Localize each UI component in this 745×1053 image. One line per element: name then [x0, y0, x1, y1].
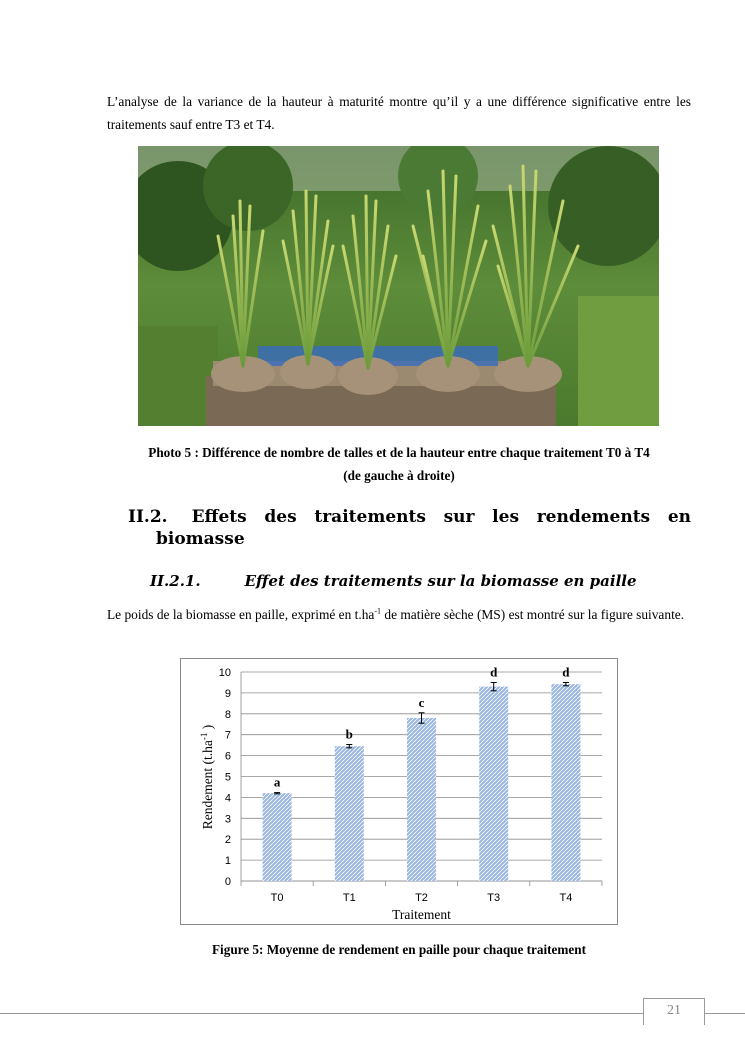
x-tick-label: T2 [415, 892, 428, 904]
y-tick-label: 3 [224, 813, 231, 826]
section-title-line2: biomasse [156, 529, 245, 549]
photo-caption-line2: (de gauche à droite) [343, 468, 455, 483]
bar-t3 [479, 687, 508, 881]
y-axis-label: Rendement ($t.ha^{-1}$ ) [199, 724, 215, 830]
significance-letter: d [490, 664, 498, 680]
section-title-line1: Effets des traitements sur les rendements en [191, 507, 691, 527]
subsection-title: Effet des traitements sur la biomasse en paille [244, 572, 637, 590]
bar-t4 [551, 684, 580, 881]
x-tick-label: T0 [270, 892, 284, 904]
significance-letter: c [418, 694, 425, 710]
bar-t1 [335, 746, 364, 881]
significance-letter: b [345, 726, 353, 742]
page-number: 21 [667, 1003, 681, 1018]
y-tick-label: 6 [224, 750, 231, 763]
section-heading [128, 506, 691, 529]
x-tick-label: T4 [559, 892, 573, 904]
y-tick-label: 5 [224, 771, 231, 784]
chart-svg [181, 659, 617, 924]
body-paragraph [107, 603, 691, 626]
y-tick-label: 9 [224, 687, 231, 700]
y-tick-label: 1 [224, 855, 231, 868]
subsection-heading [150, 572, 637, 590]
photo-caption-line1: Photo 5 : Différence de nombre de talles et de la hauteur entre chaque traitement T0 à T4 [148, 445, 650, 460]
y-tick-label: 10 [218, 667, 231, 679]
body-text-part1: Le poids de la biomasse en paille, exprimé en t.ha [107, 607, 375, 622]
footer-line-right [704, 1013, 745, 1014]
photo-rice-plants [138, 146, 659, 426]
subsection-number: II.2.1. [150, 572, 201, 590]
x-tick-label: T1 [342, 892, 356, 904]
y-tick-label: 4 [224, 792, 231, 805]
figure-caption: Figure 5: Moyenne de rendement en paille pour chaque traitement [212, 942, 586, 957]
y-tick-label: 0 [224, 876, 231, 888]
body-text-sup: -1 [374, 606, 382, 616]
body-text-part2: de matière sèche (MS) est montré sur la figure suivante. [381, 607, 685, 622]
x-tick-label: T3 [487, 892, 501, 904]
significance-letter: a [273, 774, 281, 790]
significance-letter: d [562, 664, 570, 680]
y-tick-label: 8 [224, 708, 231, 721]
bar-t0 [263, 793, 292, 881]
footer-line-left [0, 1013, 643, 1014]
rice-plants-illustration [138, 146, 659, 426]
biomass-chart [180, 658, 618, 925]
bar-t2 [407, 718, 436, 881]
y-tick-label: 7 [224, 729, 231, 742]
intro-paragraph: L’analyse de la variance de la hauteur à maturité montre qu’il y a une différence significative entre les traitements sauf entre T3 et T4. [107, 94, 691, 132]
section-number: II.2. [128, 507, 168, 527]
y-tick-label: 2 [224, 834, 231, 847]
x-axis-label: Traitement [392, 907, 451, 922]
